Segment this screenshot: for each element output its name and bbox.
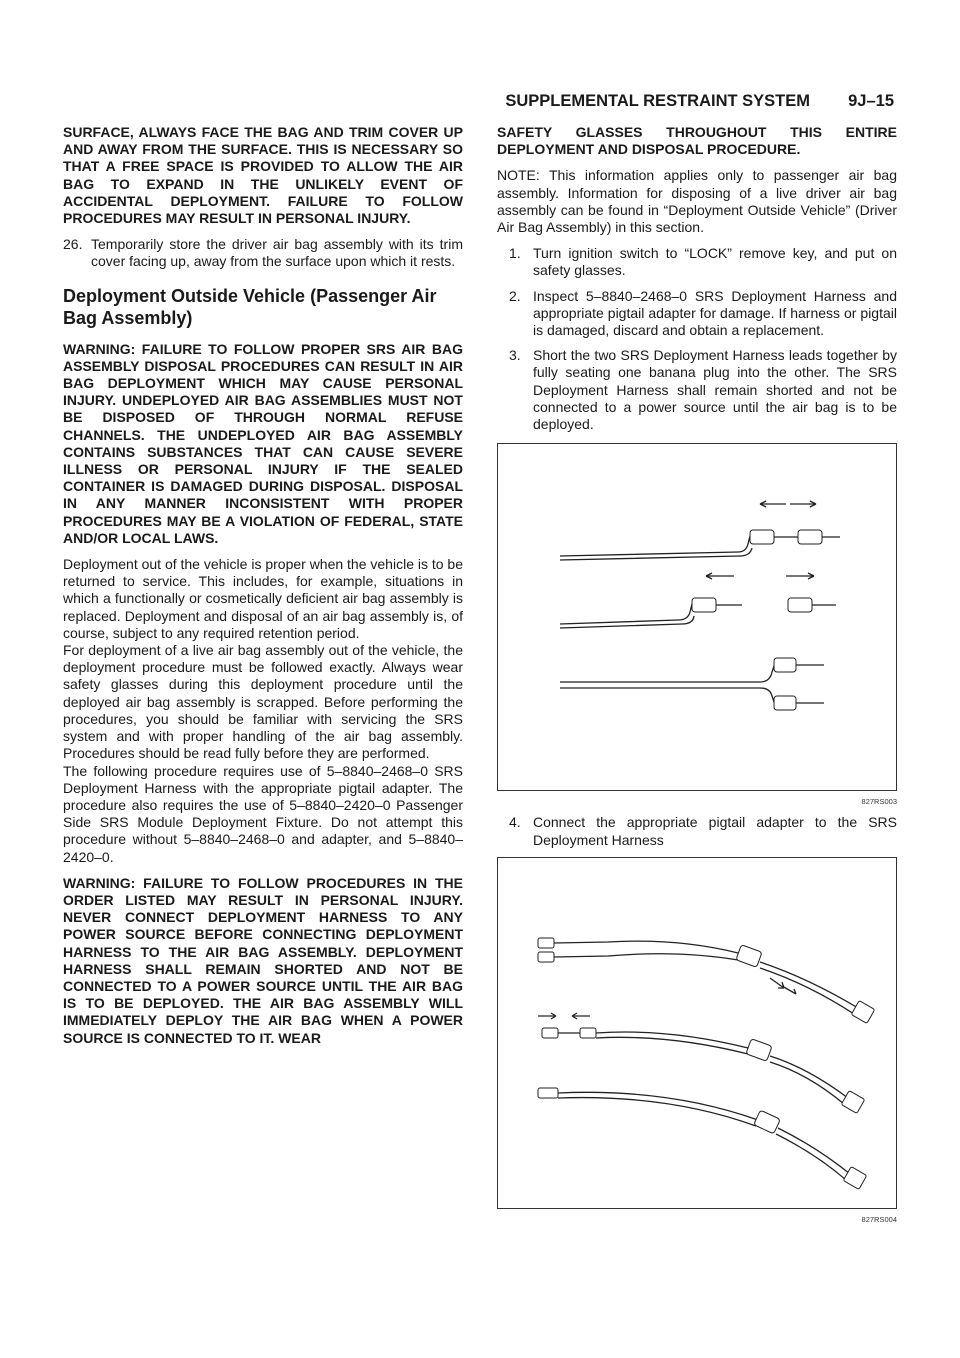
section-heading: Deployment Outside Vehicle (Passenger Air Bag Assembly): [63, 285, 437, 328]
page-number: 9J–15: [848, 92, 894, 110]
right-column: [497, 124, 897, 1232]
step-text: Temporarily store the driver air bag assembly with its trim cover facing up, away from the surface upon which it rests.: [91, 236, 463, 270]
figure-code: 827RS004: [861, 1214, 897, 1224]
step-text: Connect the appropriate pigtail adapter to the SRS Deployment Harness: [533, 814, 897, 848]
step-number: 4.: [509, 814, 521, 831]
figure-code: 827RS003: [861, 797, 897, 807]
paragraph-tools: The following procedure requires use of 5–8840–2468–0 SRS Deployment Harness with the appropriate pigtail adapter. The procedure also requires the use of 5–8840–2420–0 Passenger Side SRS Module Deployment Fixture. Do not attempt this procedure without 5–8840–2468–0 and adapter, and 5–8840–2420–0.: [63, 762, 463, 865]
step-4: [497, 814, 897, 848]
step-1: [497, 245, 897, 279]
warning-end: SAFETY GLASSES THROUGHOUT THIS ENTIRE DEPLOYMENT AND DISPOSAL PROCEDURE.: [497, 124, 897, 158]
harness-shorting-illustration: [498, 444, 896, 790]
warning-order: WARNING: FAILURE TO FOLLOW PROCEDURES IN THE ORDER LISTED MAY RESULT IN PERSONAL INJURY. NEVER CONNECT DEPLOYMENT HARNESS TO ANY POWER SOURCE BEFORE CONNECTING DEPLOYMENT HARNESS TO THE AIR BAG ASSEMBLY. DEPLOYMENT HARNESS SHALL REMAIN SHORTED AND NOT BE CONNECTED TO A POWER SOURCE UNTIL THE AIR BAG IS TO BE DEPLOYED. THE AIR BAG ASSEMBLY WILL IMMEDIATELY DEPLOY THE AIR BAG WHEN A POWER SOURCE IS CONNECTED TO IT. WEAR: [63, 874, 463, 1046]
page-header: [480, 92, 894, 114]
pigtail-adapter-illustration: [498, 858, 896, 1208]
step-number: 1.: [509, 245, 521, 262]
paragraph-procedure: For deployment of a live air bag assembly out of the vehicle, the deployment procedure must be followed exactly. Always wear safety glasses during this deployment procedure until the deployed air bag assembly is scrapped. Before performing the procedures, you should be familiar with servicing the SRS system and with proper handling of the air bag assembly. Procedures should be read fully before they are performed.: [63, 642, 463, 762]
step-number: 2.: [509, 287, 521, 304]
figure-harness-shorting: [497, 443, 897, 791]
warning-disposal: WARNING: FAILURE TO FOLLOW PROPER SRS AIR BAG ASSEMBLY DISPOSAL PROCEDURES CAN RESULT IN AIR BAG DEPLOYMENT WHICH MAY CAUSE PERSONAL INJURY. UNDEPLOYED AIR BAG ASSEMBLIES MUST NOT BE DISPOSED OF THROUGH NORMAL REFUSE CHANNELS. THE UNDEPLOYED AIR BAG ASSEMBLY CONTAINS SUBSTANCES THAT CAN CAUSE SEVERE ILLNESS OR PERSONAL INJURY IF THE SEALED CONTAINER IS DAMAGED DURING DISPOSAL. DISPOSAL IN ANY MANNER INCONSISTENT WITH PROPER PROCEDURES MAY BE A VIOLATION OF FEDERAL, STATE AND/OR LOCAL LAWS.: [63, 340, 463, 546]
warning-continued: SURFACE, ALWAYS FACE THE BAG AND TRIM COVER UP AND AWAY FROM THE SURFACE. THIS IS NECESSARY SO THAT A FREE SPACE IS PROVIDED TO ALLOW THE AIR BAG TO EXPAND IN THE UNLIKELY EVENT OF ACCIDENTAL DEPLOYMENT. FAILURE TO FOLLOW PROCEDURES MAY RESULT IN PERSONAL INJURY.: [63, 124, 463, 227]
note: NOTE: This information applies only to passenger air bag assembly. Information for disposing of a live driver air bag assembly can be found in “Deployment Outside Vehicle” (Driver Air Bag Assembly) in this section.: [497, 167, 897, 236]
step-2: [497, 288, 897, 340]
step-text: Short the two SRS Deployment Harness leads together by fully seating one banana plug into the other. The SRS Deployment Harness shall remain shorted and not be connected to a power source until the air bag is to be deployed.: [533, 347, 897, 433]
left-column: [63, 124, 463, 1056]
step-number: 3.: [509, 347, 521, 364]
step-text: Inspect 5–8840–2468–0 SRS Deployment Harness and appropriate pigtail adapter for damage. If harness or pigtail is damaged, discard and obtain a replacement.: [533, 287, 897, 339]
paragraph-deployment-intro: Deployment out of the vehicle is proper when the vehicle is to be returned to service. This includes, for example, situations in which a functionally or cosmetically deficient air bag assembly is replaced. Deployment and disposal of an air bag assembly is, of course, subject to any required retention period.: [63, 556, 464, 641]
step-26: [63, 236, 463, 270]
figure-pigtail-adapter: [497, 857, 897, 1209]
header-title: SUPPLEMENTAL RESTRAINT SYSTEM: [505, 92, 810, 110]
step-text: Turn ignition switch to “LOCK” remove key, and put on safety glasses.: [533, 245, 897, 279]
step-3: [497, 347, 897, 433]
step-number: 26.: [63, 236, 83, 253]
